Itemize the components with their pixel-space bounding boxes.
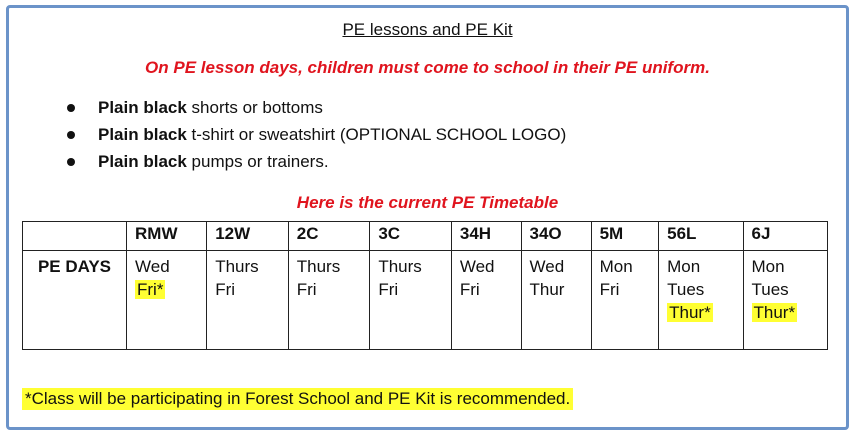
day-text: Thur (529, 280, 565, 299)
timetable-heading: Here is the current PE Timetable (296, 193, 559, 212)
day-text: Fri (296, 280, 317, 299)
kit-item-text: t-shirt or sweatshirt (OPTIONAL SCHOOL LOGO) (186, 125, 567, 144)
kit-item-bold: Plain black (98, 152, 187, 171)
kit-item-bold: Plain black (98, 125, 187, 144)
header-cell-empty (23, 222, 127, 251)
kit-item (65, 121, 566, 148)
day-text-highlighted: Fri* (137, 280, 164, 299)
days-cell (370, 251, 452, 350)
kit-item-bold: Plain black (98, 98, 187, 117)
days-cell (207, 251, 289, 350)
bullet-icon (67, 104, 75, 112)
days-cell (127, 251, 207, 350)
bullet-icon (67, 158, 75, 166)
notice-frame (6, 5, 849, 430)
kit-list (65, 94, 566, 175)
day-text: Mon (667, 257, 701, 276)
day-text: Tues (751, 280, 789, 299)
bullet-icon (67, 131, 75, 139)
days-cell (521, 251, 591, 350)
forest-school-footnote: *Class will be participating in Forest School and PE Kit is recommended. (22, 388, 573, 410)
days-cell (451, 251, 521, 350)
header-cell: 3C (370, 222, 452, 251)
day-text: Thurs (378, 257, 422, 276)
pe-timetable (22, 221, 828, 350)
uniform-notice: On PE lesson days, children must come to school in their PE uniform. (145, 58, 710, 77)
day-text: Wed (135, 257, 170, 276)
day-text: Fri (378, 280, 399, 299)
days-cell (288, 251, 370, 350)
kit-item-text: shorts or bottoms (186, 98, 323, 117)
page-title: PE lessons and PE Kit (342, 20, 513, 39)
header-cell: 12W (207, 222, 289, 251)
days-cell (659, 251, 743, 350)
table-row (23, 251, 828, 350)
header-cell: RMW (127, 222, 207, 251)
header-cell: 34H (451, 222, 521, 251)
header-cell: 6J (743, 222, 827, 251)
header-cell: 5M (591, 222, 659, 251)
header-cell: 34O (521, 222, 591, 251)
day-text: Wed (529, 257, 565, 276)
day-text: Fri (459, 280, 480, 299)
day-text: Thurs (215, 257, 259, 276)
row-label: PE DAYS (23, 251, 127, 350)
days-cell (743, 251, 827, 350)
day-text: Fri (215, 280, 236, 299)
header-cell: 56L (659, 222, 743, 251)
day-text-highlighted: Thur* (669, 303, 711, 322)
kit-item (65, 94, 566, 121)
day-text: Mon (751, 257, 785, 276)
days-cell (591, 251, 659, 350)
day-text: Thurs (296, 257, 341, 276)
table-header-row (23, 222, 828, 251)
day-text: Fri (599, 280, 620, 299)
day-text: Tues (667, 280, 705, 299)
day-text: Wed (459, 257, 495, 276)
kit-item-text: pumps or trainers. (186, 152, 329, 171)
header-cell: 2C (288, 222, 370, 251)
day-text: Mon (599, 257, 633, 276)
kit-item (65, 148, 566, 175)
day-text-highlighted: Thur* (753, 303, 796, 322)
